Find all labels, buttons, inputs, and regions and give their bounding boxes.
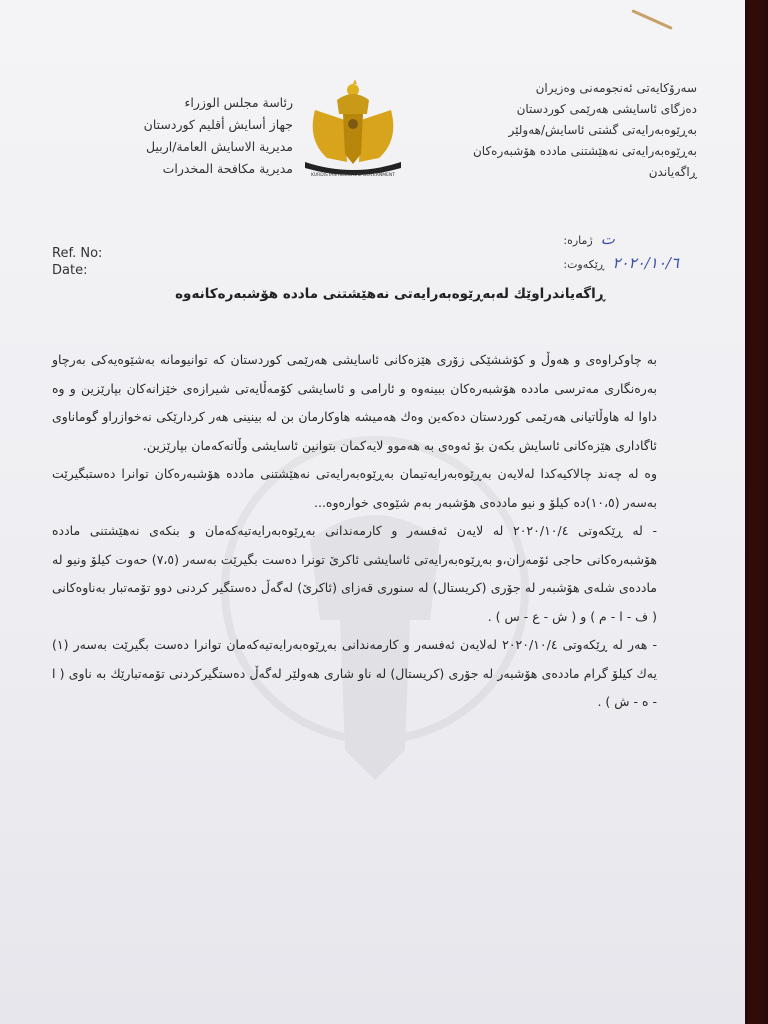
document-body <box>52 346 657 717</box>
header-line: مديرية الاسايش العامة/اربيل <box>145 139 293 154</box>
stray-toothpick <box>631 9 672 30</box>
date-label-ku: ڕێکەوت: <box>563 258 605 271</box>
header-line: سەرۆکایەتی ئەنجومەنی وەزیران <box>535 81 697 95</box>
number-value: ت <box>600 230 615 248</box>
header-line: دەزگای ئاسایشی هەرێمی کوردستان <box>516 102 697 116</box>
header-line: مديرية مكافحة المخدرات <box>162 161 293 176</box>
number-label: ژمارە: <box>563 234 593 247</box>
header-line: ڕاگەیاندن <box>648 165 697 179</box>
date-label: Date: <box>52 263 88 278</box>
body-paragraph: - هەر لە ڕێکەوتی ٢٠٢٠/١٠/٤ لەلایەن ئەفسەر و کارمەندانی بەڕێوەبەرایەتیەکەمان توانرا دەست بگیرێت بەسەر (١) یەك کیلۆ گرام ماددەی هۆشبەر لە جۆری (کریستال) لە ناو شاری هەولێر لەگەڵ دەستگیرکردنی تۆمەتبارێك بە ناوی ( ا - ه - ش ) . <box>52 637 657 709</box>
header-line: بەڕێوەبەرایەتی گشتی ئاسایش/هەولێر <box>508 123 697 137</box>
header-line: بەڕێوەبەرایەتی نەهێشتنی مادده هۆشبەرەکان <box>472 144 697 158</box>
date-value: ٢٠٢٠/١٠/٦ <box>612 254 679 272</box>
svg-text:KURDISTAN REGIONAL GOVERNMENT: KURDISTAN REGIONAL GOVERNMENT <box>310 173 396 178</box>
header-line: جهاز أسايش أقليم كوردستان <box>143 117 293 132</box>
number-date-block <box>563 228 679 276</box>
ref-label: Ref. No: <box>52 246 103 261</box>
body-paragraph: وە لە چەند چالاکیەکدا لەلایەن بەڕێوەبەرایەتیمان بەڕێوەبەرایەتی نەهێشتنی مادده هۆشبەرەکان توانرا دەستبگیرێت بەسەر (١٠،٥)دە کیلۆ و نیو ماددەی هۆشبەر بەم شێوەی خوارەوە... <box>52 466 657 510</box>
body-paragraph: بە چاوکراوەی و هەوڵ و کۆششێکی زۆری هێزەکانی ئاسایشی هەرێمی کوردستان کە توانیومانە بەشێوەیەکی بەرچاو بەرەنگاری مەترسی مادده هۆشبەرەکان ببینەوە و ئارامی و ئاسایشی کۆمەڵایەتی شیرازەی خێزانەکان بپارێزین و وە داوا لە هاوڵاتیانی هەرێمی کوردستان دەکەین وەك هەمیشە هاوکارمان بن لە بینینی هەر کردارێکی نەخوازراو گوماناوی ئاگاداری هێزەکانی ئاسایش بکەن بۆ ئەوەی بە هەموو لایەکمان بتوانین ئاسایشی وڵاتەکەمان بپارێزین. <box>52 352 657 453</box>
krg-emblem-icon <box>297 80 409 180</box>
ref-block <box>52 245 102 279</box>
header-kurdish <box>397 78 697 183</box>
body-paragraph: - لە ڕێکەوتی ٢٠٢٠/١٠/٤ لە لایەن ئەفسەر و کارمەندانی بەڕێوەبەرایەتیەکەمان و بنکەی نەهێشتنی مادده هۆشبەرەکانی حاجی ئۆمەران،و بەڕێوەبەرایەتی ئاسایشی ئاکرێ تونرا دەست بگیرێت بەسەر (٧،٥) حەوت کیلۆ ونیو لە ماددەی شلەی هۆشبەر لە جۆری (کریستال) لە سنوری قەزای (ئاکرێ) لەگەڵ دەستگیر کردنی دوو تۆمەتبار بەناوەکانی ( ف - ا - م ) و ( ش - ع - س ) . <box>52 523 657 624</box>
document-title: ڕاگەیاندراوێك لەبەڕێوەبەرایەتی نەهێشتنی مادده هۆشبەرەکانەوە <box>175 286 605 302</box>
header-line: رئاسة مجلس الوزراء <box>184 95 293 110</box>
header-arabic <box>38 92 293 180</box>
